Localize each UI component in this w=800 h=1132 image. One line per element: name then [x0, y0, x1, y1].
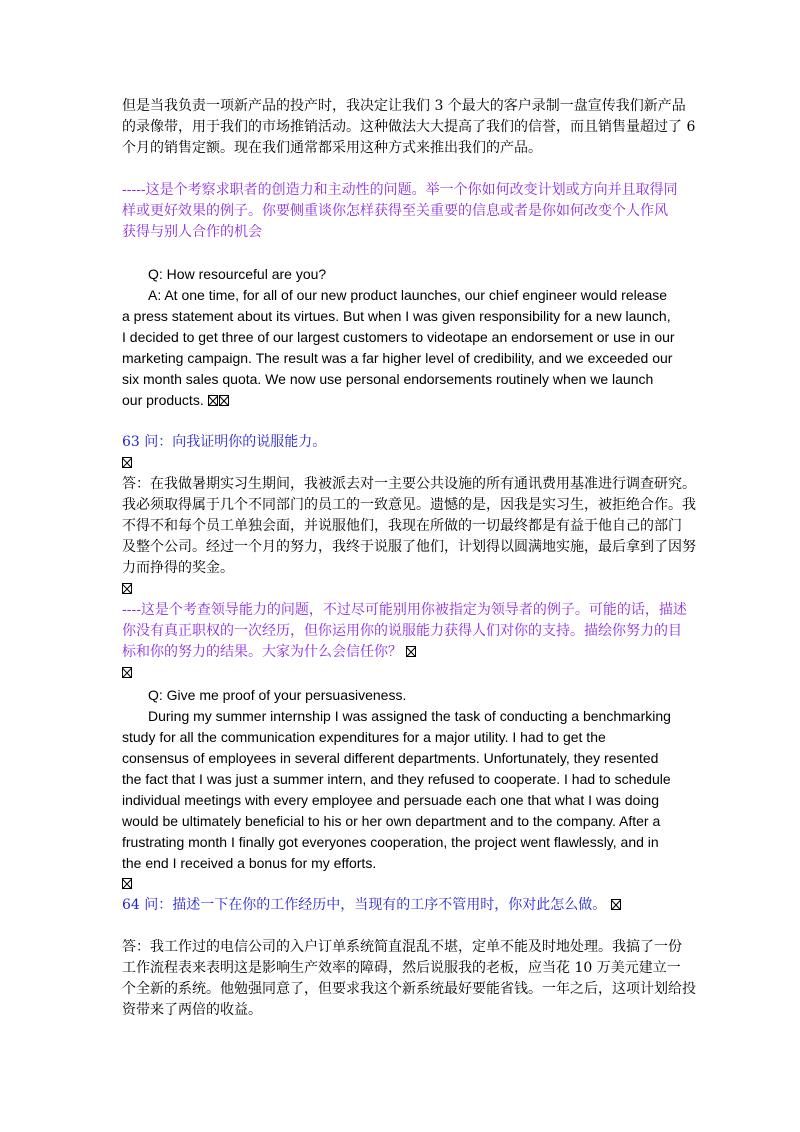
- missing-glyph-icon: [122, 583, 132, 594]
- text-line: [122, 201, 668, 222]
- text-line: [122, 390, 230, 411]
- text-line: [122, 579, 133, 600]
- line-text: During my summer internship I was assigned the task of conducting a benchmarking: [148, 708, 671, 724]
- text-line: [122, 600, 687, 621]
- text-line: [122, 453, 133, 474]
- text-line: [122, 432, 326, 453]
- missing-glyph-icon: [122, 457, 132, 468]
- text-line: [148, 706, 671, 727]
- line-text: 不得不和每个员工单独会面，并说服他们，我现在所做的一切最终都是有益于他自己的部门: [122, 518, 682, 534]
- line-text: 力而挣得的奖金。: [122, 560, 234, 576]
- text-line: [122, 748, 658, 769]
- line-text: 64 问：描述一下在你的工作经历中，当现有的工序不管用时，你对此怎么做。: [122, 897, 607, 913]
- line-text: 及整个公司。经过一个月的努力，我终于说服了他们，计划得以圆满地实施，最后拿到了因努: [122, 539, 696, 555]
- missing-glyph-icon: [122, 667, 132, 678]
- missing-glyph-icon: [611, 899, 621, 910]
- text-line: [122, 937, 682, 958]
- text-line: [122, 727, 606, 748]
- missing-glyph-icon: [122, 878, 132, 889]
- line-text: A: At one time, for all of our new product launches, our chief engineer would release: [148, 287, 668, 303]
- text-line: [122, 516, 682, 537]
- text-line: [122, 895, 622, 916]
- missing-glyph-icon: [219, 395, 229, 406]
- line-text: 工作流程表来表明这是影响生产效率的障碍，然后说服我的老板，应当花 10 万美元建立一: [122, 960, 681, 976]
- line-text: I decided to get three of our largest customers to videotape an endorsement or use in our: [122, 329, 675, 345]
- line-text: 但是当我负责一项新产品的投产时，我决定让我们 3 个最大的客户录制一盘宣传我们新产品: [122, 98, 686, 114]
- line-text: 你没有真正职权的一次经历，但你运用你的说服能力获得人们对你的支持。描绘你努力的目: [122, 623, 682, 639]
- line-text: 答：我工作过的电信公司的入户订单系统简直混乱不堪，定单不能及时地处理。我搞了一份: [122, 939, 682, 955]
- line-text: 63 问：向我证明你的说服能力。: [122, 434, 327, 450]
- line-text: marketing campaign. The result was a far higher level of credibility, and we exceeded our: [122, 350, 673, 366]
- line-text: 的录像带，用于我们的市场推销活动。这种做法大大提高了我们的信誉，而且销售量超过了 6: [122, 119, 696, 135]
- text-line: [122, 306, 671, 327]
- text-line: [148, 264, 326, 285]
- line-text: 个全新的系统。他勉强同意了，但要求我这个新系统最好要能省钱。一年之后，这项计划给投: [122, 981, 696, 997]
- line-text: Q: How resourceful are you?: [148, 266, 327, 282]
- line-text: -----这是个考察求职者的创造力和主动性的问题。举一个你如何改变计划或方向并且取得同: [122, 182, 678, 198]
- text-line: [122, 180, 678, 201]
- line-text: the fact that I was just a summer intern, and they refused to cooperate. I had to schedule: [122, 771, 671, 787]
- line-text: frustrating month I finally got everyones cooperation, the project went flawlessly, and in: [122, 834, 659, 850]
- text-line: [122, 874, 133, 895]
- text-line: [122, 832, 659, 853]
- text-line: [122, 327, 675, 348]
- text-line: [122, 348, 672, 369]
- text-line: [122, 958, 681, 979]
- line-text: the end I received a bonus for my efforts.: [122, 855, 377, 871]
- line-text: 个月的销售定额。现在我们通常都采用这种方式来推出我们的产品。: [122, 140, 542, 156]
- text-line: [122, 621, 682, 642]
- line-text: 资带来了两倍的收益。: [122, 1002, 262, 1018]
- line-text: a press statement about its virtues. But when I was given responsibility for a new launch,: [122, 308, 671, 324]
- text-line: [122, 853, 376, 874]
- line-text: study for all the communication expenditures for a major utility. I had to get the: [122, 729, 606, 745]
- line-text: 答：在我做暑期实习生期间，我被派去对一主要公共设施的所有通讯费用基准进行调查研究。: [122, 476, 696, 492]
- text-line: [122, 495, 696, 516]
- line-text: our products.: [122, 392, 204, 408]
- text-line: [122, 222, 262, 243]
- text-line: [122, 811, 660, 832]
- text-line: [122, 790, 659, 811]
- missing-glyph-icon: [406, 646, 416, 657]
- missing-glyph-icon: [208, 395, 218, 406]
- text-line: [122, 1000, 262, 1021]
- text-line: [122, 642, 417, 663]
- text-line: [122, 96, 686, 117]
- text-line: [122, 537, 696, 558]
- line-text: consensus of employees in several different departments. Unfortunately, they resented: [122, 750, 659, 766]
- line-text: 我必须取得属于几个不同部门的员工的一致意见。遗憾的是，因我是实习生，被拒绝合作。我: [122, 497, 696, 513]
- line-text: six month sales quota. We now use personal endorsements routinely when we launch: [122, 371, 654, 387]
- text-line: [122, 769, 671, 790]
- text-line: [122, 474, 696, 495]
- line-text: Q: Give me proof of your persuasiveness.: [148, 687, 407, 703]
- text-line: [148, 285, 667, 306]
- line-text: 获得与别人合作的机会: [122, 224, 262, 240]
- text-line: [122, 117, 695, 138]
- line-text: 样或更好效果的例子。你要侧重谈你怎样获得至关重要的信息或者是你如何改变个人作风: [122, 203, 668, 219]
- line-text: would be ultimately beneficial to his or her own department and to the company. After a: [122, 813, 661, 829]
- line-text: 标和你的努力的结果。大家为什么会信任你？: [122, 644, 402, 660]
- text-line: [122, 369, 653, 390]
- text-line: [122, 663, 133, 684]
- text-line: [122, 558, 234, 579]
- text-line: [148, 685, 406, 706]
- text-line: [122, 138, 542, 159]
- line-text: ----这是个考查领导能力的问题，不过尽可能别用你被指定为领导者的例子。可能的话，描述: [122, 602, 687, 618]
- text-line: [122, 979, 696, 1000]
- line-text: individual meetings with every employee and persuade each one that what I was doing: [122, 792, 659, 808]
